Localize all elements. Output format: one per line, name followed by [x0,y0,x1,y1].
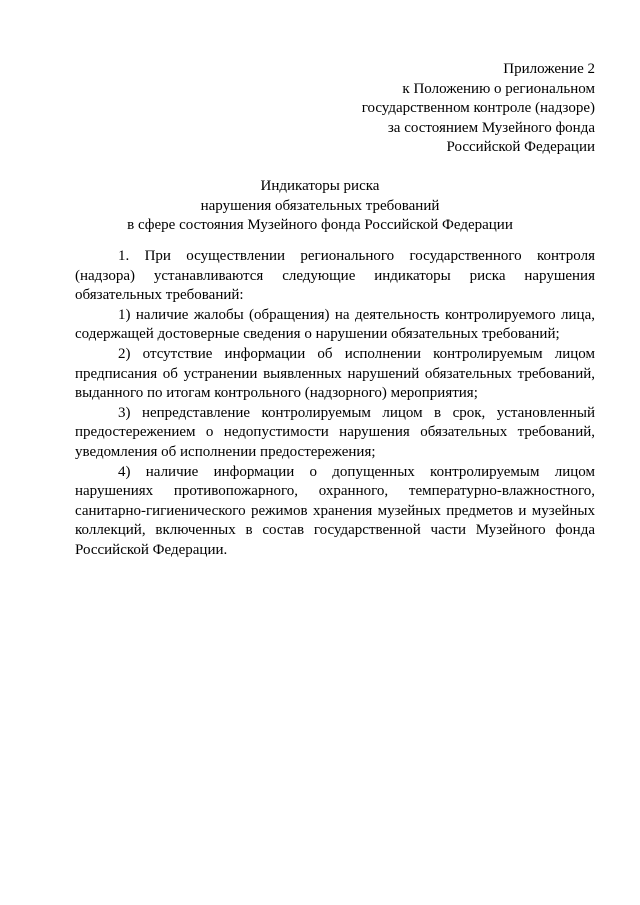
appendix-line-control: государственном контроле (надзоре) [361,100,595,116]
appendix-line-regulation: к Положению о региональном [402,80,595,97]
appendix-line-federation: Российской Федерации [446,139,595,155]
paragraph-item-1: 1) наличие жалобы (обращения) на деятельность контролируемого лица, содержащей достоверные сведения о нарушении обязательных требований; [75,306,595,343]
title-line-2: нарушения обязательных требований [200,197,440,214]
title-line-3: в сфере состояния Музейного фонда Российской Федерации [127,217,513,233]
document-body [75,247,595,561]
document-title [0,177,640,236]
title-line-1: Индикаторы риска [260,178,380,194]
paragraph-item-4: 4) наличие информации о допущенных контролируемым лицом нарушениях противопожарного, охранного, температурно-влажностного, санитарно-гигиенического режимов хранения музейных предметов и музейных коллекций, включенных в состав государственной части Музейного фонда Российской Федерации. [75,463,595,558]
paragraph-item-2: 2) отсутствие информации об исполнении контролируемым лицом предписания об устранении выявленных нарушений обязательных требований, выданного по итогам контрольного (надзорного) мероприятия; [75,345,595,402]
appendix-line-number: Приложение 2 [503,61,595,77]
appendix-line-museum-fund: за состоянием Музейного фонда [387,119,595,136]
paragraph-intro: 1. При осуществлении регионального государственного контроля (надзора) устанавливаются следующие индикаторы риска нарушения обязательных требований: [75,248,595,304]
paragraph-item-3: 3) непредставление контролируемым лицом в срок, установленный предостережением о недопустимости нарушения обязательных требований, уведомления об исполнении предостережения; [75,404,595,460]
appendix-header [362,60,595,158]
